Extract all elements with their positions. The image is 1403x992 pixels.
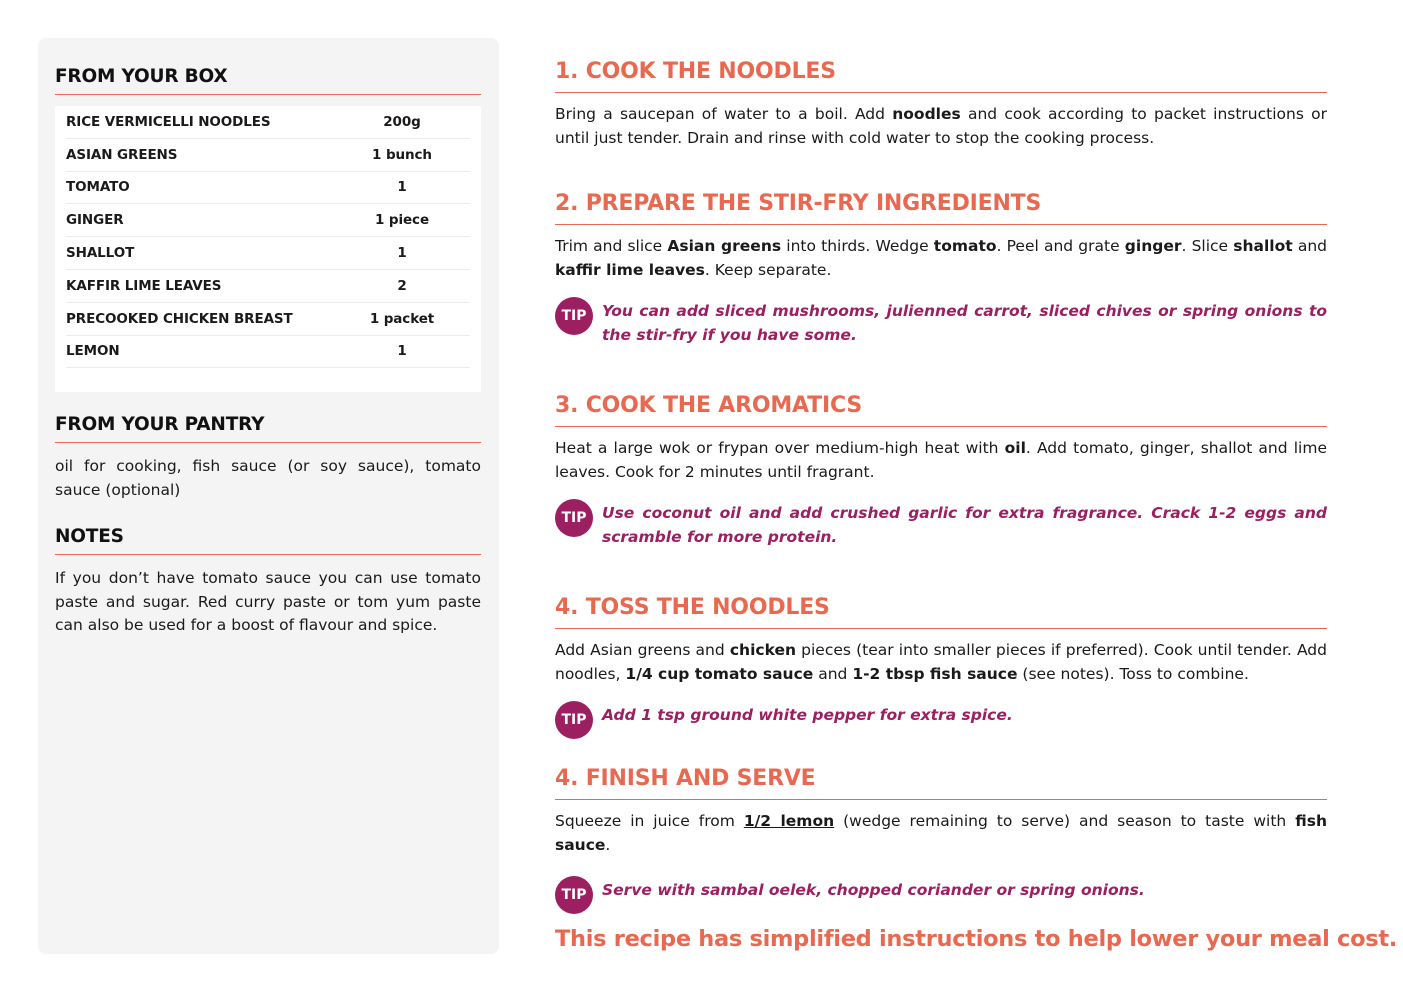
pantry-text: oil for cooking, fish sauce (or soy sauce), tomato sauce (optional) — [55, 457, 481, 499]
bold-ingredient: 1-2 tbsp fish sauce — [852, 664, 1018, 683]
step-text-run: Trim and slice — [555, 237, 668, 255]
bold-ingredient: Asian greens — [667, 237, 782, 255]
bold-ingredient: oil — [1004, 439, 1026, 457]
ingredient-row — [66, 270, 470, 303]
tip-badge: TIP — [555, 876, 593, 914]
step-text-run: and cook according to packet instructions or until just tender. Drain and rinse with cold water to stop the cooking process. — [555, 105, 1327, 147]
pantry-section — [55, 414, 481, 502]
tip-badge: TIP — [555, 499, 593, 537]
ingredient-name: ASIAN GREENS — [66, 146, 178, 163]
ingredient-qty: 1 piece — [375, 212, 429, 229]
footer-note: This recipe has simplified instructions to help lower your meal cost. — [555, 926, 1398, 952]
tip-text: You can add sliced mushrooms, julienned carrot, sliced chives or spring onions to the stir-fry if you have some. — [602, 302, 1327, 344]
ingredient-row — [66, 204, 470, 237]
tip-row — [555, 300, 1327, 347]
step-text-run: pieces (tear into smaller pieces if preferred). Cook until tender. Add noodles, — [555, 641, 1327, 683]
ingredient-row — [66, 303, 470, 336]
ingredient-row — [66, 237, 470, 270]
method-step — [555, 392, 1327, 549]
bold-ingredient: ginger — [1124, 237, 1182, 255]
pantry-section-title: FROM YOUR PANTRY — [55, 414, 481, 443]
ingredient-name: GINGER — [66, 212, 124, 229]
ingredient-qty: 1 packet — [369, 310, 435, 327]
method-step — [555, 190, 1327, 347]
ingredient-name: PRECOOKED CHICKEN BREAST — [66, 310, 293, 327]
step-text-run: (see notes). Toss to combine. — [1017, 664, 1249, 683]
step-text — [555, 235, 1327, 282]
method-step — [555, 594, 1327, 739]
step-text-run: . Slice — [1181, 237, 1234, 255]
step-title: 4. TOSS THE NOODLES — [555, 594, 1327, 629]
step-text-run: Bring a saucepan of water to a boil. Add — [555, 105, 893, 123]
tip-row — [555, 502, 1327, 549]
step-title: 4. FINISH AND SERVE — [555, 765, 1327, 800]
ingredient-qty: 200g — [383, 113, 421, 130]
step-text-run: Add Asian greens and — [555, 641, 730, 659]
bold-ingredient: tomato — [933, 237, 997, 255]
method-step — [555, 58, 1327, 150]
tip-text: Serve with sambal oelek, chopped coriander or spring onions. — [602, 881, 1145, 899]
ingredient-name: LEMON — [66, 343, 120, 360]
step-text-run: . — [605, 835, 611, 854]
ingredients-inner — [55, 66, 481, 638]
ingredient-name: RICE VERMICELLI NOODLES — [66, 113, 271, 130]
box-section-title: FROM YOUR BOX — [55, 66, 481, 95]
ingredients-panel — [38, 38, 499, 954]
step-title: 2. PREPARE THE STIR-FRY INGREDIENTS — [555, 190, 1327, 225]
tip-badge: TIP — [555, 701, 593, 739]
bold-ingredient: shallot — [1233, 237, 1293, 255]
notes-section — [55, 526, 481, 638]
step-text-run: and — [1292, 237, 1328, 255]
notes-section-title: NOTES — [55, 526, 481, 555]
step-text — [555, 103, 1327, 150]
step-text-run: . Peel and grate — [996, 237, 1125, 255]
step-title: 1. COOK THE NOODLES — [555, 58, 1327, 93]
ingredient-row — [66, 336, 470, 369]
notes-text: If you don’t have tomato sauce you can use tomato paste and sugar. Red curry paste or tom yum paste can also be used for a boost of flavour and spice. — [55, 569, 481, 634]
bold-ingredient: kaffir lime leaves — [555, 260, 705, 279]
step-text-run: into thirds. Wedge — [781, 237, 934, 255]
box-ingredients-table — [55, 106, 481, 392]
step-text-run: . Keep separate. — [704, 260, 832, 279]
step-text — [555, 639, 1327, 686]
tip-text: Add 1 tsp ground white pepper for extra spice. — [602, 706, 1013, 724]
step-text-run: . Add tomato, ginger, shallot and lime leaves. Cook for 2 minutes until fragrant. — [555, 439, 1327, 481]
step-text-run: Squeeze in juice from — [555, 812, 744, 830]
underlined-ingredient: 1/2 lemon — [743, 812, 835, 830]
ingredient-qty: 2 — [397, 277, 407, 294]
ingredient-qty: 1 — [397, 343, 407, 360]
tip-row — [555, 704, 1327, 739]
bold-ingredient: fish sauce — [555, 812, 1327, 854]
tip-row — [555, 879, 1327, 914]
method-step — [555, 765, 1327, 914]
ingredient-name: SHALLOT — [66, 245, 135, 262]
ingredient-name: TOMATO — [66, 179, 130, 196]
step-text — [555, 810, 1327, 857]
bold-ingredient: chicken — [729, 641, 797, 659]
ingredient-row — [66, 106, 470, 139]
ingredient-qty: 1 — [397, 179, 407, 196]
step-text-run: (wedge remaining to serve) and season to taste with — [834, 812, 1296, 830]
step-text — [555, 437, 1327, 484]
ingredient-name: KAFFIR LIME LEAVES — [66, 277, 222, 294]
tip-text: Use coconut oil and add crushed garlic for extra fragrance. Crack 1-2 eggs and scramble for more protein. — [602, 504, 1327, 546]
ingredient-qty: 1 — [397, 245, 407, 262]
ingredient-row — [66, 139, 470, 172]
ingredient-qty: 1 bunch — [372, 146, 432, 163]
step-title: 3. COOK THE AROMATICS — [555, 392, 1327, 427]
step-text-run: and — [813, 664, 853, 683]
step-text-run: Heat a large wok or frypan over medium-high heat with — [555, 439, 1005, 457]
ingredient-row — [66, 172, 470, 205]
bold-ingredient: 1/4 cup tomato sauce — [625, 664, 814, 683]
bold-ingredient: noodles — [892, 105, 961, 123]
tip-badge: TIP — [555, 297, 593, 335]
